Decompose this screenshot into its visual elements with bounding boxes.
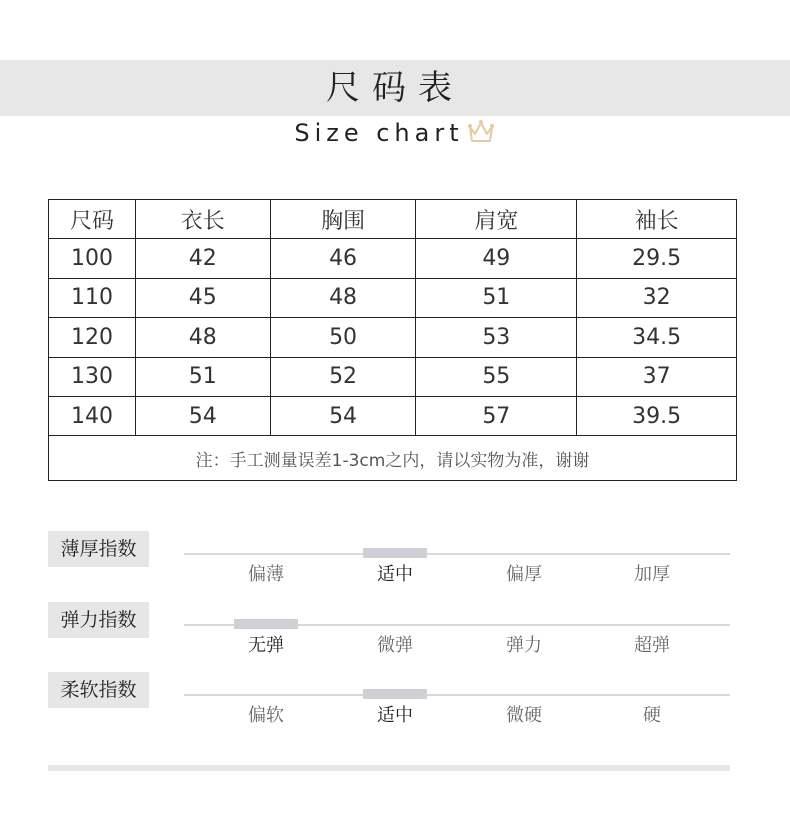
table-cell: 46 [270, 239, 416, 278]
table-cell: 57 [416, 396, 577, 435]
table-cell: 29.5 [577, 239, 737, 278]
table-header-cell: 肩宽 [416, 200, 577, 239]
table-cell: 110 [49, 278, 136, 317]
index-option: 偏软 [248, 705, 284, 726]
table-cell: 120 [49, 318, 136, 357]
index-label: 弹力指数 [48, 602, 149, 638]
table-cell: 42 [135, 239, 270, 278]
index-row [48, 672, 738, 732]
table-cell: 51 [135, 357, 270, 396]
page-title: 尺码表 [326, 68, 464, 108]
index-option: 适中 [377, 564, 413, 585]
index-option: 超弹 [634, 635, 670, 656]
bottom-divider [48, 765, 730, 771]
table-row [49, 357, 737, 396]
index-option: 硬 [643, 705, 661, 726]
index-marker [363, 689, 427, 699]
index-option: 偏薄 [248, 564, 284, 585]
table-cell: 100 [49, 239, 136, 278]
table-row [49, 318, 737, 357]
index-label: 柔软指数 [48, 672, 149, 708]
table-note: 注：手工测量误差1-3cm之内，请以实物为准，谢谢 [49, 436, 737, 481]
table-cell: 50 [270, 318, 416, 357]
table-cell: 140 [49, 396, 136, 435]
table-cell: 48 [270, 278, 416, 317]
table-row [49, 239, 737, 278]
index-option: 适中 [377, 705, 413, 726]
table-cell: 37 [577, 357, 737, 396]
table-cell: 34.5 [577, 318, 737, 357]
table-row [49, 278, 737, 317]
index-track [184, 694, 730, 696]
index-track [184, 553, 730, 555]
index-option: 微硬 [506, 705, 542, 726]
table-cell: 53 [416, 318, 577, 357]
table-cell: 45 [135, 278, 270, 317]
index-option: 偏厚 [506, 564, 542, 585]
table-row [49, 396, 737, 435]
table-cell: 49 [416, 239, 577, 278]
size-table [48, 199, 737, 481]
table-header-row [49, 200, 737, 239]
table-header-cell: 袖长 [577, 200, 737, 239]
crown-icon [466, 117, 496, 147]
index-label: 薄厚指数 [48, 531, 149, 567]
table-note-row [49, 436, 737, 481]
page-subtitle [0, 116, 790, 150]
table-cell: 52 [270, 357, 416, 396]
subtitle-text: Size chart [294, 119, 464, 147]
index-row [48, 602, 738, 662]
table-cell: 51 [416, 278, 577, 317]
table-cell: 39.5 [577, 396, 737, 435]
table-header-cell: 衣长 [135, 200, 270, 239]
index-marker [234, 619, 298, 629]
index-row [48, 531, 738, 591]
table-cell: 32 [577, 278, 737, 317]
index-option: 无弹 [248, 635, 284, 656]
table-cell: 130 [49, 357, 136, 396]
table-cell: 55 [416, 357, 577, 396]
table-header-cell: 尺码 [49, 200, 136, 239]
table-header-cell: 胸围 [270, 200, 416, 239]
table-cell: 54 [270, 396, 416, 435]
index-option: 微弹 [377, 635, 413, 656]
index-option: 加厚 [634, 564, 670, 585]
table-cell: 54 [135, 396, 270, 435]
index-marker [363, 548, 427, 558]
index-option: 弹力 [506, 635, 542, 656]
table-cell: 48 [135, 318, 270, 357]
